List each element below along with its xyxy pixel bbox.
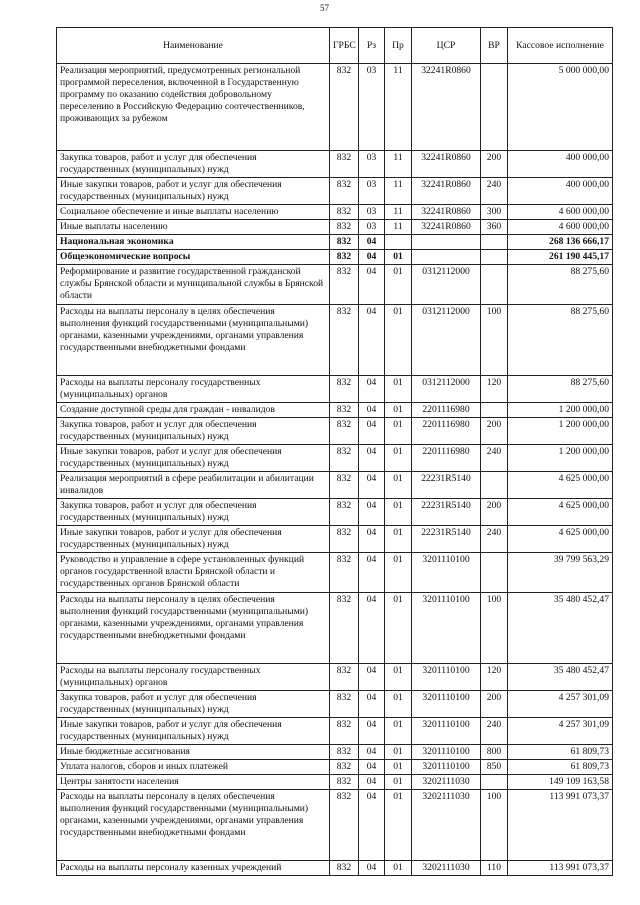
row-amount: 261 190 445,17 xyxy=(508,250,613,265)
row-amount: 88 275,60 xyxy=(508,265,613,305)
row-pr: 01 xyxy=(385,790,412,861)
row-vr xyxy=(481,553,508,593)
row-csr: 0312112000 xyxy=(412,265,481,305)
row-vr: 200 xyxy=(481,418,508,445)
row-name: Иные бюджетные ассигнования xyxy=(57,745,330,760)
row-amount: 4 257 301,09 xyxy=(508,691,613,718)
row-name: Иные закупки товаров, работ и услуг для обеспечения государственных (муниципальных) нужд xyxy=(57,718,330,745)
row-grbs: 832 xyxy=(330,64,359,151)
header-amount: Кассовое исполнение xyxy=(508,28,613,64)
row-rz: 04 xyxy=(359,718,385,745)
row-amount: 4 600 000,00 xyxy=(508,220,613,235)
row-amount: 1 200 000,00 xyxy=(508,445,613,472)
row-pr: 11 xyxy=(385,220,412,235)
table-row xyxy=(57,718,613,745)
row-pr: 01 xyxy=(385,265,412,305)
row-rz: 04 xyxy=(359,526,385,553)
row-name: Социальное обеспечение и иные выплаты населению xyxy=(57,205,330,220)
table-row xyxy=(57,472,613,499)
row-rz: 04 xyxy=(359,376,385,403)
row-pr: 01 xyxy=(385,691,412,718)
row-name: Расходы на выплаты персоналу казенных учреждений xyxy=(57,861,330,876)
row-grbs: 832 xyxy=(330,745,359,760)
header-rz: Рз xyxy=(359,28,385,64)
header-pr: Пр xyxy=(385,28,412,64)
row-csr: 3201110100 xyxy=(412,760,481,775)
row-csr: 3201110100 xyxy=(412,664,481,691)
row-rz: 04 xyxy=(359,265,385,305)
row-vr: 240 xyxy=(481,526,508,553)
row-name: Реализация мероприятий в сфере реабилитации и абилитации инвалидов xyxy=(57,472,330,499)
row-rz: 04 xyxy=(359,305,385,376)
row-amount: 4 257 301,09 xyxy=(508,718,613,745)
row-grbs: 832 xyxy=(330,205,359,220)
table-row xyxy=(57,790,613,861)
table-row xyxy=(57,376,613,403)
row-amount: 39 799 563,29 xyxy=(508,553,613,593)
row-vr: 120 xyxy=(481,664,508,691)
row-amount: 5 000 000,00 xyxy=(508,64,613,151)
row-grbs: 832 xyxy=(330,861,359,876)
row-amount: 400 000,00 xyxy=(508,151,613,178)
table-row xyxy=(57,64,613,151)
row-grbs: 832 xyxy=(330,760,359,775)
row-csr: 3202111030 xyxy=(412,775,481,790)
row-csr: 3201110100 xyxy=(412,593,481,664)
row-name: Закупка товаров, работ и услуг для обеспечения государственных (муниципальных) нужд xyxy=(57,691,330,718)
row-name: Центры занятости населения xyxy=(57,775,330,790)
row-amount: 113 991 073,37 xyxy=(508,790,613,861)
row-name: Руководство и управление в сфере установленных функций органов государственной власти Брянской области и государственных органов Брянской области xyxy=(57,553,330,593)
table-row xyxy=(57,265,613,305)
row-csr: 32241R0860 xyxy=(412,205,481,220)
row-name: Уплата налогов, сборов и иных платежей xyxy=(57,760,330,775)
row-pr: 11 xyxy=(385,151,412,178)
header-grbs: ГРБС xyxy=(330,28,359,64)
row-name: Расходы на выплаты персоналу в целях обеспечения выполнения функций государственными (муниципальными) органами, казенными учреждениями, органами управления государственными внебюджетными фондами xyxy=(57,593,330,664)
row-csr: 3201110100 xyxy=(412,691,481,718)
row-amount: 400 000,00 xyxy=(508,178,613,205)
row-name: Иные выплаты населению xyxy=(57,220,330,235)
row-grbs: 832 xyxy=(330,151,359,178)
row-grbs: 832 xyxy=(330,403,359,418)
row-pr: 11 xyxy=(385,178,412,205)
row-amount: 268 136 666,17 xyxy=(508,235,613,250)
row-vr: 850 xyxy=(481,760,508,775)
row-grbs: 832 xyxy=(330,250,359,265)
row-vr: 200 xyxy=(481,691,508,718)
row-amount: 88 275,60 xyxy=(508,376,613,403)
row-grbs: 832 xyxy=(330,265,359,305)
row-rz: 04 xyxy=(359,499,385,526)
row-pr: 01 xyxy=(385,445,412,472)
row-amount: 35 480 452,47 xyxy=(508,664,613,691)
row-name: Расходы на выплаты персоналу государственных (муниципальных) органов xyxy=(57,664,330,691)
table-row xyxy=(57,418,613,445)
table-row xyxy=(57,664,613,691)
row-amount: 1 200 000,00 xyxy=(508,418,613,445)
table-row xyxy=(57,205,613,220)
row-pr: 01 xyxy=(385,861,412,876)
row-vr xyxy=(481,235,508,250)
row-rz: 03 xyxy=(359,205,385,220)
row-grbs: 832 xyxy=(330,593,359,664)
row-name: Национальная экономика xyxy=(57,235,330,250)
row-csr xyxy=(412,250,481,265)
row-name: Реформирование и развитие государственной гражданской службы Брянской области и муниципальной службы в Брянской области xyxy=(57,265,330,305)
table-row xyxy=(57,499,613,526)
row-name: Закупка товаров, работ и услуг для обеспечения государственных (муниципальных) нужд xyxy=(57,151,330,178)
row-csr: 22231R5140 xyxy=(412,499,481,526)
table-row xyxy=(57,861,613,876)
row-name: Общеэкономические вопросы xyxy=(57,250,330,265)
row-rz: 04 xyxy=(359,418,385,445)
row-grbs: 832 xyxy=(330,718,359,745)
row-amount: 149 109 163,58 xyxy=(508,775,613,790)
row-pr: 01 xyxy=(385,250,412,265)
row-csr: 3201110100 xyxy=(412,745,481,760)
row-vr: 240 xyxy=(481,178,508,205)
row-name: Иные закупки товаров, работ и услуг для обеспечения государственных (муниципальных) нужд xyxy=(57,445,330,472)
row-pr: 01 xyxy=(385,745,412,760)
row-amount: 4 625 000,00 xyxy=(508,472,613,499)
row-pr: 01 xyxy=(385,418,412,445)
row-rz: 04 xyxy=(359,553,385,593)
row-vr: 200 xyxy=(481,151,508,178)
row-pr: 01 xyxy=(385,553,412,593)
table-row xyxy=(57,760,613,775)
table-row xyxy=(57,151,613,178)
table-row xyxy=(57,445,613,472)
row-csr: 3201110100 xyxy=(412,553,481,593)
row-name: Закупка товаров, работ и услуг для обеспечения государственных (муниципальных) нужд xyxy=(57,418,330,445)
row-vr: 240 xyxy=(481,718,508,745)
row-csr: 32241R0860 xyxy=(412,220,481,235)
row-grbs: 832 xyxy=(330,235,359,250)
row-amount: 1 200 000,00 xyxy=(508,403,613,418)
row-grbs: 832 xyxy=(330,418,359,445)
row-vr xyxy=(481,265,508,305)
row-name: Расходы на выплаты персоналу государственных (муниципальных) органов xyxy=(57,376,330,403)
row-rz: 04 xyxy=(359,472,385,499)
row-rz: 04 xyxy=(359,593,385,664)
row-grbs: 832 xyxy=(330,220,359,235)
row-pr: 01 xyxy=(385,305,412,376)
row-grbs: 832 xyxy=(330,305,359,376)
row-csr: 22231R5140 xyxy=(412,526,481,553)
row-rz: 03 xyxy=(359,220,385,235)
row-name: Расходы на выплаты персоналу в целях обеспечения выполнения функций государственными (муниципальными) органами, казенными учреждениями, органами управления государственными внебюджетными фондами xyxy=(57,305,330,376)
row-name: Реализация мероприятий, предусмотренных региональной программой переселения, включенной в Государственную программу по оказанию содействия добровольному переселению в Российскую Федерацию соотечественников, проживающих за рубежом xyxy=(57,64,330,151)
row-csr: 3201110100 xyxy=(412,718,481,745)
row-rz: 04 xyxy=(359,760,385,775)
table-row xyxy=(57,526,613,553)
row-amount: 61 809,73 xyxy=(508,760,613,775)
table-row xyxy=(57,305,613,376)
row-grbs: 832 xyxy=(330,445,359,472)
row-pr: 01 xyxy=(385,472,412,499)
row-pr: 01 xyxy=(385,664,412,691)
row-pr: 11 xyxy=(385,64,412,151)
row-name: Расходы на выплаты персоналу в целях обеспечения выполнения функций государственными (муниципальными) органами, казенными учреждениями, органами управления государственными внебюджетными фондами xyxy=(57,790,330,861)
row-amount: 35 480 452,47 xyxy=(508,593,613,664)
header-name: Наименование xyxy=(57,28,330,64)
row-rz: 04 xyxy=(359,861,385,876)
row-rz: 03 xyxy=(359,178,385,205)
table-row xyxy=(57,745,613,760)
row-rz: 04 xyxy=(359,775,385,790)
table-row xyxy=(57,775,613,790)
row-csr: 22231R5140 xyxy=(412,472,481,499)
table-row xyxy=(57,593,613,664)
table-row xyxy=(57,220,613,235)
row-name: Иные закупки товаров, работ и услуг для обеспечения государственных (муниципальных) нужд xyxy=(57,178,330,205)
row-pr: 01 xyxy=(385,499,412,526)
row-pr: 01 xyxy=(385,403,412,418)
row-vr: 100 xyxy=(481,305,508,376)
row-vr xyxy=(481,250,508,265)
row-vr: 200 xyxy=(481,499,508,526)
row-csr: 32241R0860 xyxy=(412,178,481,205)
table-header-row xyxy=(57,28,613,64)
row-rz: 04 xyxy=(359,250,385,265)
row-csr: 3202111030 xyxy=(412,861,481,876)
row-grbs: 832 xyxy=(330,790,359,861)
row-vr: 110 xyxy=(481,861,508,876)
row-amount: 4 625 000,00 xyxy=(508,499,613,526)
row-vr: 100 xyxy=(481,593,508,664)
row-amount: 4 625 000,00 xyxy=(508,526,613,553)
row-rz: 04 xyxy=(359,691,385,718)
table-row xyxy=(57,178,613,205)
header-vr: ВР xyxy=(481,28,508,64)
page-number: 57 xyxy=(320,3,329,13)
row-csr: 2201116980 xyxy=(412,445,481,472)
row-rz: 03 xyxy=(359,64,385,151)
row-grbs: 832 xyxy=(330,691,359,718)
table-row xyxy=(57,403,613,418)
row-name: Создание доступной среды для граждан - инвалидов xyxy=(57,403,330,418)
row-rz: 03 xyxy=(359,151,385,178)
row-vr: 120 xyxy=(481,376,508,403)
row-vr xyxy=(481,64,508,151)
row-amount: 61 809,73 xyxy=(508,745,613,760)
row-rz: 04 xyxy=(359,664,385,691)
row-pr: 01 xyxy=(385,718,412,745)
row-amount: 113 991 073,37 xyxy=(508,861,613,876)
table-row xyxy=(57,553,613,593)
row-pr xyxy=(385,235,412,250)
row-vr: 800 xyxy=(481,745,508,760)
row-vr: 100 xyxy=(481,790,508,861)
row-grbs: 832 xyxy=(330,376,359,403)
row-grbs: 832 xyxy=(330,499,359,526)
budget-execution-table xyxy=(56,27,613,876)
header-csr: ЦСР xyxy=(412,28,481,64)
row-vr: 300 xyxy=(481,205,508,220)
row-grbs: 832 xyxy=(330,472,359,499)
row-grbs: 832 xyxy=(330,664,359,691)
row-vr xyxy=(481,403,508,418)
row-grbs: 832 xyxy=(330,553,359,593)
row-amount: 4 600 000,00 xyxy=(508,205,613,220)
row-pr: 01 xyxy=(385,526,412,553)
row-vr xyxy=(481,775,508,790)
row-grbs: 832 xyxy=(330,775,359,790)
row-csr: 32241R0860 xyxy=(412,151,481,178)
row-pr: 01 xyxy=(385,376,412,403)
table-row xyxy=(57,250,613,265)
row-csr: 32241R0860 xyxy=(412,64,481,151)
row-rz: 04 xyxy=(359,403,385,418)
row-rz: 04 xyxy=(359,745,385,760)
row-amount: 88 275,60 xyxy=(508,305,613,376)
row-pr: 01 xyxy=(385,593,412,664)
row-vr: 360 xyxy=(481,220,508,235)
row-grbs: 832 xyxy=(330,178,359,205)
row-pr: 11 xyxy=(385,205,412,220)
row-grbs: 832 xyxy=(330,526,359,553)
row-name: Закупка товаров, работ и услуг для обеспечения государственных (муниципальных) нужд xyxy=(57,499,330,526)
row-rz: 04 xyxy=(359,790,385,861)
row-rz: 04 xyxy=(359,445,385,472)
row-rz: 04 xyxy=(359,235,385,250)
row-csr: 2201116980 xyxy=(412,418,481,445)
table-row xyxy=(57,691,613,718)
row-vr xyxy=(481,472,508,499)
row-pr: 01 xyxy=(385,775,412,790)
row-vr: 240 xyxy=(481,445,508,472)
row-csr: 2201116980 xyxy=(412,403,481,418)
row-name: Иные закупки товаров, работ и услуг для обеспечения государственных (муниципальных) нужд xyxy=(57,526,330,553)
row-csr: 0312112000 xyxy=(412,305,481,376)
row-csr xyxy=(412,235,481,250)
row-csr: 0312112000 xyxy=(412,376,481,403)
row-pr: 01 xyxy=(385,760,412,775)
row-csr: 3202111030 xyxy=(412,790,481,861)
table-row xyxy=(57,235,613,250)
